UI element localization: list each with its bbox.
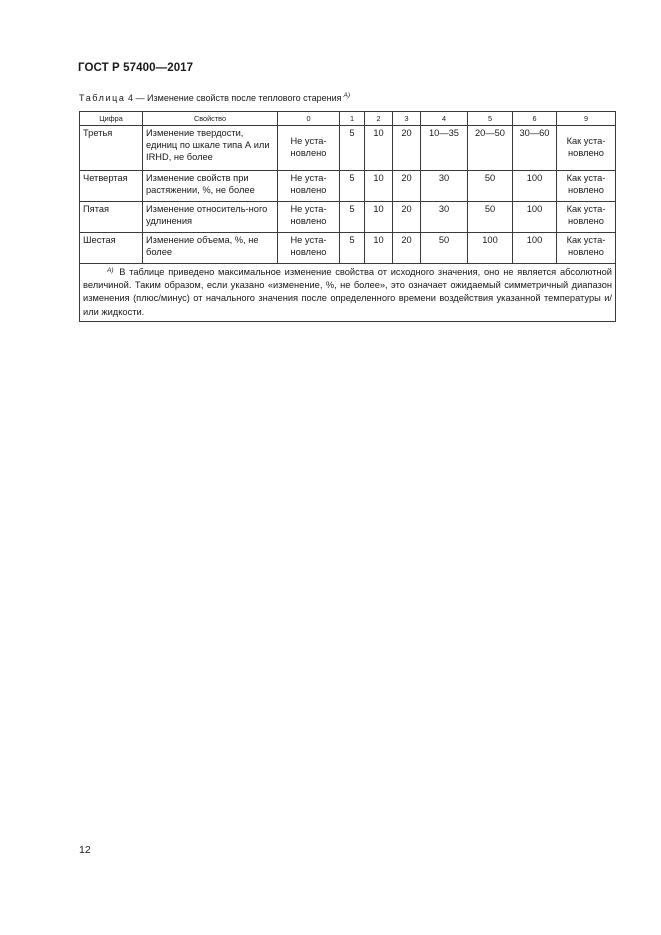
footnote-marker: А) [107,267,114,274]
value-cell: 100 [513,171,557,202]
footnote-row [80,264,616,322]
column-header: 2 [365,112,393,126]
column-header: 0 [278,112,340,126]
value-cell: 5 [340,233,365,264]
value-cell: 30—60 [513,126,557,171]
table-caption-number: 4 [128,93,134,103]
table-footnote [80,264,616,322]
column-header: Свойство [143,112,278,126]
value-cell: Как уста-новлено [557,171,616,202]
value-cell: 100 [513,202,557,233]
value-cell: 100 [513,233,557,264]
table-row [80,126,616,171]
table-row [80,202,616,233]
column-header: 6 [513,112,557,126]
table-caption-title: — Изменение свойств после теплового старения [133,93,342,103]
value-cell: 20 [393,233,421,264]
value-cell: 30 [421,202,468,233]
table-caption [79,92,350,103]
value-cell: 20—50 [468,126,513,171]
value-cell: Как уста-новлено [557,202,616,233]
column-header: Цифра [80,112,143,126]
value-cell: 30 [421,171,468,202]
value-cell: 10 [365,233,393,264]
value-cell: 50 [468,202,513,233]
value-cell: 5 [340,202,365,233]
table-caption-footnote-marker: А) [343,92,350,99]
table-row [80,171,616,202]
property-cell: Изменение твердости, единиц по шкале типа А или IRHD, не более [143,126,278,171]
property-cell: Изменение свойств при растяжении, %, не более [143,171,278,202]
value-cell: Как уста-новлено [557,126,616,171]
value-cell: Не уста-новлено [278,202,340,233]
value-cell: 5 [340,126,365,171]
properties-table [79,111,616,322]
value-cell: Как уста-новлено [557,233,616,264]
digit-cell: Пятая [80,202,143,233]
value-cell: 20 [393,202,421,233]
value-cell: 20 [393,171,421,202]
footnote-text: В таблице приведено максимальное изменение свойства от исходного значения, оно не является абсолютной величиной. Таким образом, если указано «изменение, %, не более», это означает ожидаемый симметричный диапазон изменения (плюс/минус) от начального значения после определенного времени воздействия указанной температуры и/или жидкости. [83,267,613,317]
document-header: ГОСТ Р 57400—2017 [78,62,194,74]
value-cell: 10—35 [421,126,468,171]
value-cell: Не уста-новлено [278,126,340,171]
digit-cell: Шестая [80,233,143,264]
column-header: 9 [557,112,616,126]
value-cell: 100 [468,233,513,264]
value-cell: Не уста-новлено [278,233,340,264]
digit-cell: Четвертая [80,171,143,202]
table-header-row [80,112,616,126]
digit-cell: Третья [80,126,143,171]
value-cell: 10 [365,202,393,233]
value-cell: 50 [421,233,468,264]
value-cell: 10 [365,171,393,202]
column-header: 1 [340,112,365,126]
value-cell: 50 [468,171,513,202]
table-row [80,233,616,264]
column-header: 5 [468,112,513,126]
column-header: 3 [393,112,421,126]
value-cell: 10 [365,126,393,171]
value-cell: 20 [393,126,421,171]
value-cell: 5 [340,171,365,202]
page-number: 12 [79,844,91,856]
column-header: 4 [421,112,468,126]
value-cell: Не уста-новлено [278,171,340,202]
property-cell: Изменение объема, %, не более [143,233,278,264]
property-cell: Изменение относитель-ного удлинения [143,202,278,233]
table-caption-label: Таблица [79,93,126,103]
